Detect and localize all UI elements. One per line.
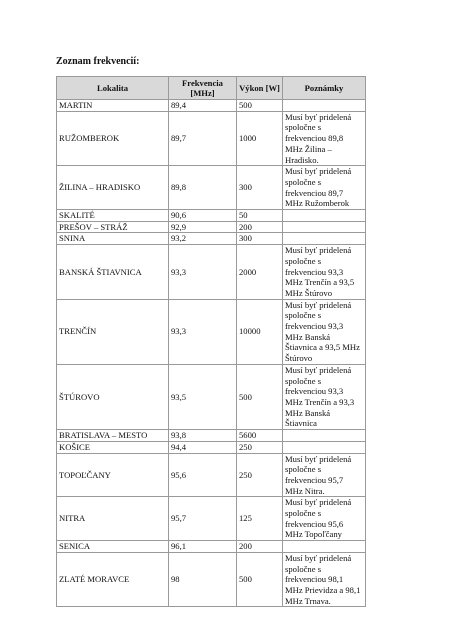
cell-vykon: 300 (237, 233, 283, 245)
table-header-row (57, 77, 366, 100)
cell-poznamky: Musí byť pridelená spoločne s frekvenciou 89,8 MHz Žilina – Hradisko. (283, 111, 366, 166)
frequency-table (56, 76, 366, 607)
cell-lokalita: SNINA (57, 233, 169, 245)
cell-frekvencia: 94,4 (169, 441, 237, 453)
cell-frekvencia: 93,3 (169, 245, 237, 300)
table-row (57, 497, 366, 541)
table-row (57, 233, 366, 245)
cell-poznamky (283, 100, 366, 112)
table-row (57, 245, 366, 300)
table-row (57, 111, 366, 166)
cell-lokalita: ZLATÉ MORAVCE (57, 552, 169, 607)
cell-lokalita: TOPOĽČANY (57, 453, 169, 497)
cell-poznamky (283, 210, 366, 222)
cell-lokalita: NITRA (57, 497, 169, 541)
cell-lokalita: RUŽOMBEROK (57, 111, 169, 166)
table-row (57, 453, 366, 497)
cell-frekvencia: 93,5 (169, 364, 237, 429)
cell-poznamky: Musí byť pridelená spoločne s frekvenciou 93,3 MHz Trenčín a 93,5 MHz Štúrovo (283, 245, 366, 300)
cell-vykon: 500 (237, 100, 283, 112)
document-heading: Zoznam frekvencií: (56, 56, 140, 67)
cell-frekvencia: 90,6 (169, 210, 237, 222)
cell-vykon: 5600 (237, 430, 283, 442)
cell-vykon: 125 (237, 497, 283, 541)
cell-frekvencia: 95,6 (169, 453, 237, 497)
cell-frekvencia: 95,7 (169, 497, 237, 541)
cell-frekvencia: 89,7 (169, 111, 237, 166)
cell-frekvencia: 89,8 (169, 166, 237, 210)
column-header-lokalita: Lokalita (57, 77, 169, 100)
cell-lokalita: ŠTÚROVO (57, 364, 169, 429)
table-row (57, 552, 366, 607)
cell-vykon: 500 (237, 552, 283, 607)
cell-poznamky (283, 441, 366, 453)
cell-lokalita: PREŠOV – STRÁŽ (57, 221, 169, 233)
cell-frekvencia: 98 (169, 552, 237, 607)
cell-vykon: 250 (237, 441, 283, 453)
cell-vykon: 200 (237, 221, 283, 233)
table-row (57, 541, 366, 553)
cell-frekvencia: 92,9 (169, 221, 237, 233)
cell-frekvencia: 89,4 (169, 100, 237, 112)
table-row (57, 430, 366, 442)
cell-vykon: 300 (237, 166, 283, 210)
cell-poznamky (283, 430, 366, 442)
cell-poznamky (283, 541, 366, 553)
cell-vykon: 50 (237, 210, 283, 222)
cell-poznamky: Musí byť pridelená spoločne s frekvenciou 95,7 MHz Nitra. (283, 453, 366, 497)
cell-lokalita: ŽILINA – HRADISKO (57, 166, 169, 210)
cell-frekvencia: 96,1 (169, 541, 237, 553)
cell-lokalita: MARTIN (57, 100, 169, 112)
table-row (57, 210, 366, 222)
cell-lokalita: SKALITÉ (57, 210, 169, 222)
table-row (57, 299, 366, 364)
cell-vykon: 200 (237, 541, 283, 553)
cell-poznamky: Musí byť pridelená spoločne s frekvenciou 98,1 MHz Prievidza a 98,1 MHz Trnava. (283, 552, 366, 607)
table-row (57, 364, 366, 429)
column-header-vykon: Výkon [W] (237, 77, 283, 100)
cell-poznamky (283, 221, 366, 233)
cell-vykon: 500 (237, 364, 283, 429)
table-row (57, 221, 366, 233)
cell-vykon: 2000 (237, 245, 283, 300)
cell-frekvencia: 93,3 (169, 299, 237, 364)
column-header-poznamky: Poznámky (283, 77, 366, 100)
cell-poznamky: Musí byť pridelená spoločne s frekvenciou 95,6 MHz Topoľčany (283, 497, 366, 541)
cell-vykon: 250 (237, 453, 283, 497)
cell-frekvencia: 93,2 (169, 233, 237, 245)
cell-lokalita: BANSKÁ ŠTIAVNICA (57, 245, 169, 300)
cell-poznamky: Musí byť pridelená spoločne s frekvenciou 89,7 MHz Ružomberok (283, 166, 366, 210)
column-header-frekvencia: Frekvencia [MHz] (169, 77, 237, 100)
cell-frekvencia: 93,8 (169, 430, 237, 442)
cell-vykon: 1000 (237, 111, 283, 166)
table-row (57, 166, 366, 210)
cell-poznamky (283, 233, 366, 245)
table-row (57, 441, 366, 453)
cell-lokalita: SENICA (57, 541, 169, 553)
table-row (57, 100, 366, 112)
cell-lokalita: TRENČÍN (57, 299, 169, 364)
cell-vykon: 10000 (237, 299, 283, 364)
cell-poznamky: Musí byť pridelená spoločne s frekvenciou 93,3 MHz Trenčín a 93,3 MHz Banská Štiavnica (283, 364, 366, 429)
cell-lokalita: BRATISLAVA – MESTO (57, 430, 169, 442)
cell-poznamky: Musí byť pridelená spoločne s frekvenciou 93,3 MHz Banská Štiavnica a 93,5 MHz Štúrovo (283, 299, 366, 364)
cell-lokalita: KOŠICE (57, 441, 169, 453)
table-body (57, 100, 366, 607)
